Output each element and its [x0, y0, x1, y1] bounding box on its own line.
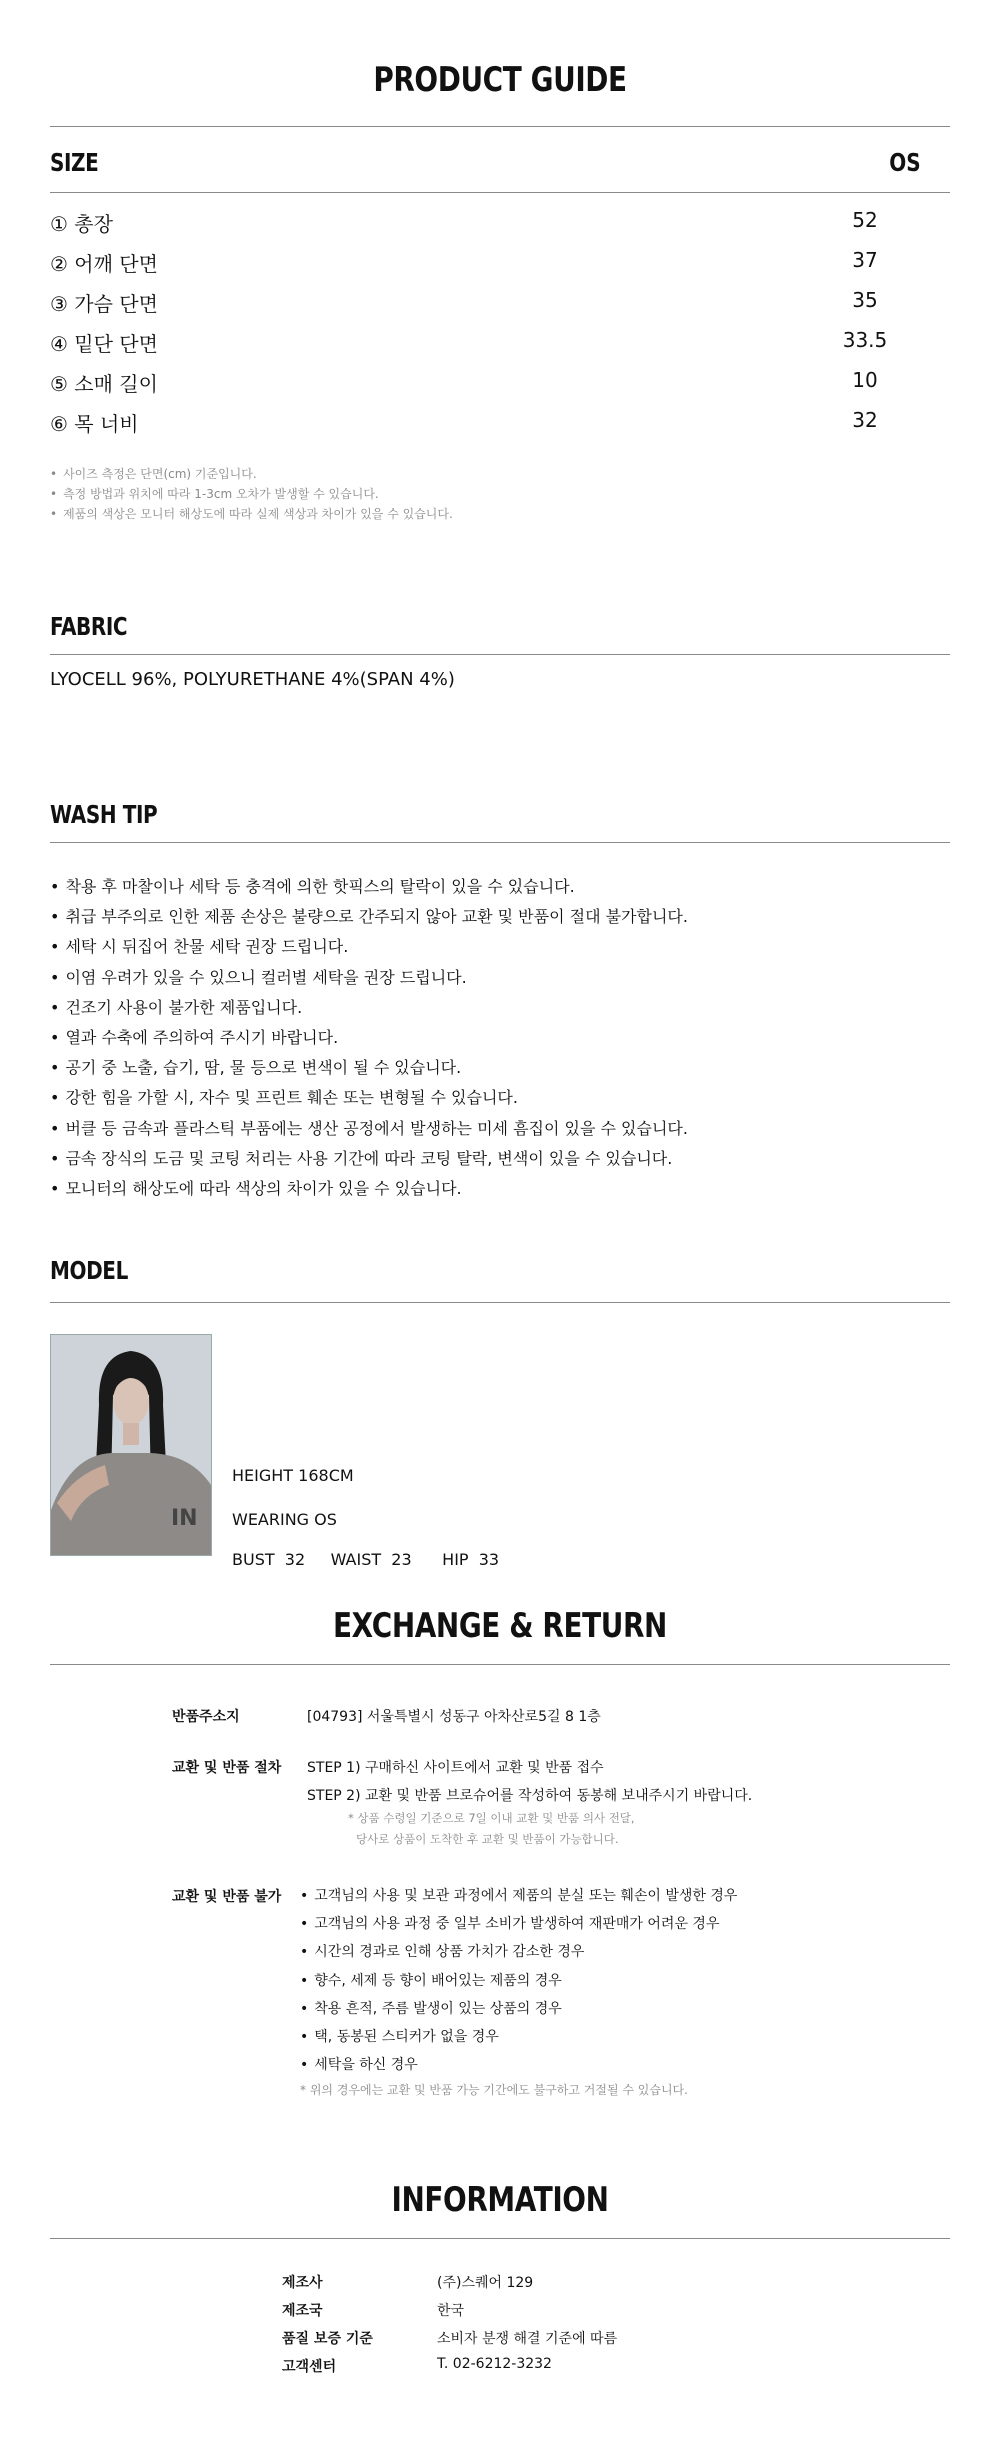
divider — [50, 1302, 950, 1303]
wash-tip-item: • 금속 장식의 도금 및 코팅 처리는 사용 기간에 따라 코팅 탈락, 변색이 있을 수 있습니다. — [50, 1144, 688, 1174]
model-height: HEIGHT 168CM — [232, 1466, 354, 1485]
size-row — [50, 408, 950, 438]
wash-tip-list — [50, 872, 688, 1204]
not-allowed-item: • 시간의 경과로 인해 상품 가치가 감소한 경우 — [300, 1938, 737, 1966]
not-allowed-label: 교환 및 반품 불가 — [172, 1889, 282, 1905]
size-row-label: ① 총장 — [50, 212, 113, 236]
divider — [50, 192, 950, 193]
size-notes — [50, 464, 453, 524]
exchange-return-title: EXCHANGE & RETURN — [333, 1606, 667, 1646]
model-photo — [50, 1334, 212, 1556]
customer-center-label: 고객센터 — [282, 2359, 337, 2375]
wash-tip-item: • 열과 수축에 주의하여 주시기 바랍니다. — [50, 1023, 688, 1053]
size-row-value: 33.5 — [842, 328, 888, 352]
divider — [50, 126, 950, 127]
return-address: [04793] 서울특별시 성동구 아차산로5길 8 1층 — [307, 1709, 601, 1725]
fabric-title: FABRIC — [50, 612, 128, 641]
return-address-label: 반품주소지 — [172, 1709, 240, 1725]
size-row-label: ③ 가슴 단면 — [50, 292, 158, 316]
wash-tip-item: • 건조기 사용이 불가한 제품입니다. — [50, 993, 688, 1023]
size-row — [50, 288, 950, 318]
size-note: • 측정 방법과 위치에 따라 1-3cm 오차가 발생할 수 있습니다. — [50, 484, 453, 504]
wash-tip-item: • 모니터의 해상도에 따라 색상의 차이가 있을 수 있습니다. — [50, 1174, 688, 1204]
size-row-value: 32 — [852, 408, 878, 432]
exchange-process-label: 교환 및 반품 절차 — [172, 1760, 282, 1776]
size-row — [50, 328, 950, 358]
country-value: 한국 — [437, 2303, 465, 2319]
not-allowed-list — [300, 1882, 737, 2079]
not-allowed-item: • 고객님의 사용 및 보관 과정에서 제품의 분실 또는 훼손이 발생한 경우 — [300, 1882, 737, 1910]
model-shirt-print: IN — [171, 1506, 198, 1531]
manufacturer-value: (주)스퀘어 129 — [437, 2275, 534, 2291]
exchange-step: STEP 1) 구매하신 사이트에서 교환 및 반품 접수 — [307, 1760, 604, 1776]
size-row-value: 37 — [852, 248, 878, 272]
exchange-step: STEP 2) 교환 및 반품 브로슈어를 작성하여 동봉해 보내주시기 바랍니다. — [307, 1788, 753, 1804]
size-row-value: 52 — [852, 208, 878, 232]
size-row-value: 10 — [852, 368, 878, 392]
warranty-label: 품질 보증 기준 — [282, 2331, 373, 2347]
not-allowed-item: • 택, 동봉된 스티커가 없을 경우 — [300, 2023, 737, 2051]
divider — [50, 654, 950, 655]
wash-tip-item: • 강한 힘을 가할 시, 자수 및 프린트 훼손 또는 변형될 수 있습니다. — [50, 1083, 688, 1113]
model-photo-illustration — [51, 1335, 211, 1555]
wash-tip-item: • 공기 중 노출, 습기, 땀, 물 등으로 변색이 될 수 있습니다. — [50, 1053, 688, 1083]
information-title: INFORMATION — [391, 2180, 609, 2220]
not-allowed-item: • 향수, 세제 등 향이 배어있는 제품의 경우 — [300, 1967, 737, 1995]
size-column-header: OS — [889, 148, 921, 177]
customer-center-value: T. 02-6212-3232 — [437, 2356, 552, 2372]
wash-tip-title: WASH TIP — [50, 800, 158, 829]
warranty-value: 소비자 분쟁 해결 기준에 따름 — [437, 2331, 618, 2347]
size-row-label: ⑥ 목 너비 — [50, 412, 139, 436]
manufacturer-label: 제조사 — [282, 2275, 323, 2291]
divider — [50, 842, 950, 843]
fabric-composition: LYOCELL 96%, POLYURETHANE 4%(SPAN 4%) — [50, 669, 455, 690]
size-row-label: ② 어깨 단면 — [50, 252, 158, 276]
not-allowed-item: • 고객님의 사용 과정 중 일부 소비가 발생하여 재판매가 어려운 경우 — [300, 1910, 737, 1938]
size-note: • 제품의 색상은 모니터 해상도에 따라 실제 색상과 차이가 있을 수 있습니다. — [50, 504, 453, 524]
size-row-label: ④ 밑단 단면 — [50, 332, 158, 356]
size-row — [50, 368, 950, 398]
product-guide-title: PRODUCT GUIDE — [373, 60, 627, 100]
wash-tip-item: • 이염 우려가 있을 수 있으니 컬러별 세탁을 권장 드립니다. — [50, 963, 688, 993]
wash-tip-item: • 버클 등 금속과 플라스틱 부품에는 생산 공정에서 발생하는 미세 흠집이 있을 수 있습니다. — [50, 1114, 688, 1144]
size-row — [50, 248, 950, 278]
divider — [50, 2238, 950, 2239]
exchange-step-note: 당사로 상품이 도착한 후 교환 및 반품이 가능합니다. — [356, 1832, 619, 1846]
size-header: SIZE — [50, 148, 99, 177]
not-allowed-item: • 세탁을 하신 경우 — [300, 2051, 737, 2079]
exchange-step-note: * 상품 수령일 기준으로 7일 이내 교환 및 반품 의사 전달, — [348, 1811, 635, 1825]
wash-tip-item: • 취급 부주의로 인한 제품 손상은 불량으로 간주되지 않아 교환 및 반품이 절대 불가합니다. — [50, 902, 688, 932]
wash-tip-item: • 세탁 시 뒤집어 찬물 세탁 권장 드립니다. — [50, 932, 688, 962]
model-wearing: WEARING OS — [232, 1510, 337, 1529]
wash-tip-item: • 착용 후 마찰이나 세탁 등 충격에 의한 핫픽스의 탈락이 있을 수 있습니다. — [50, 872, 688, 902]
not-allowed-item: • 착용 흔적, 주름 발생이 있는 상품의 경우 — [300, 1995, 737, 2023]
model-title: MODEL — [50, 1256, 128, 1285]
size-row — [50, 208, 950, 238]
model-measurements: BUST 32 WAIST 23 HIP 33 — [232, 1550, 500, 1569]
size-row-label: ⑤ 소매 길이 — [50, 372, 158, 396]
exchange-footnote: * 위의 경우에는 교환 및 반품 가능 기간에도 불구하고 거절될 수 있습니다. — [300, 2083, 688, 2097]
size-note: • 사이즈 측정은 단면(cm) 기준입니다. — [50, 464, 453, 484]
size-row-value: 35 — [852, 288, 878, 312]
divider — [50, 1664, 950, 1665]
country-label: 제조국 — [282, 2303, 323, 2319]
